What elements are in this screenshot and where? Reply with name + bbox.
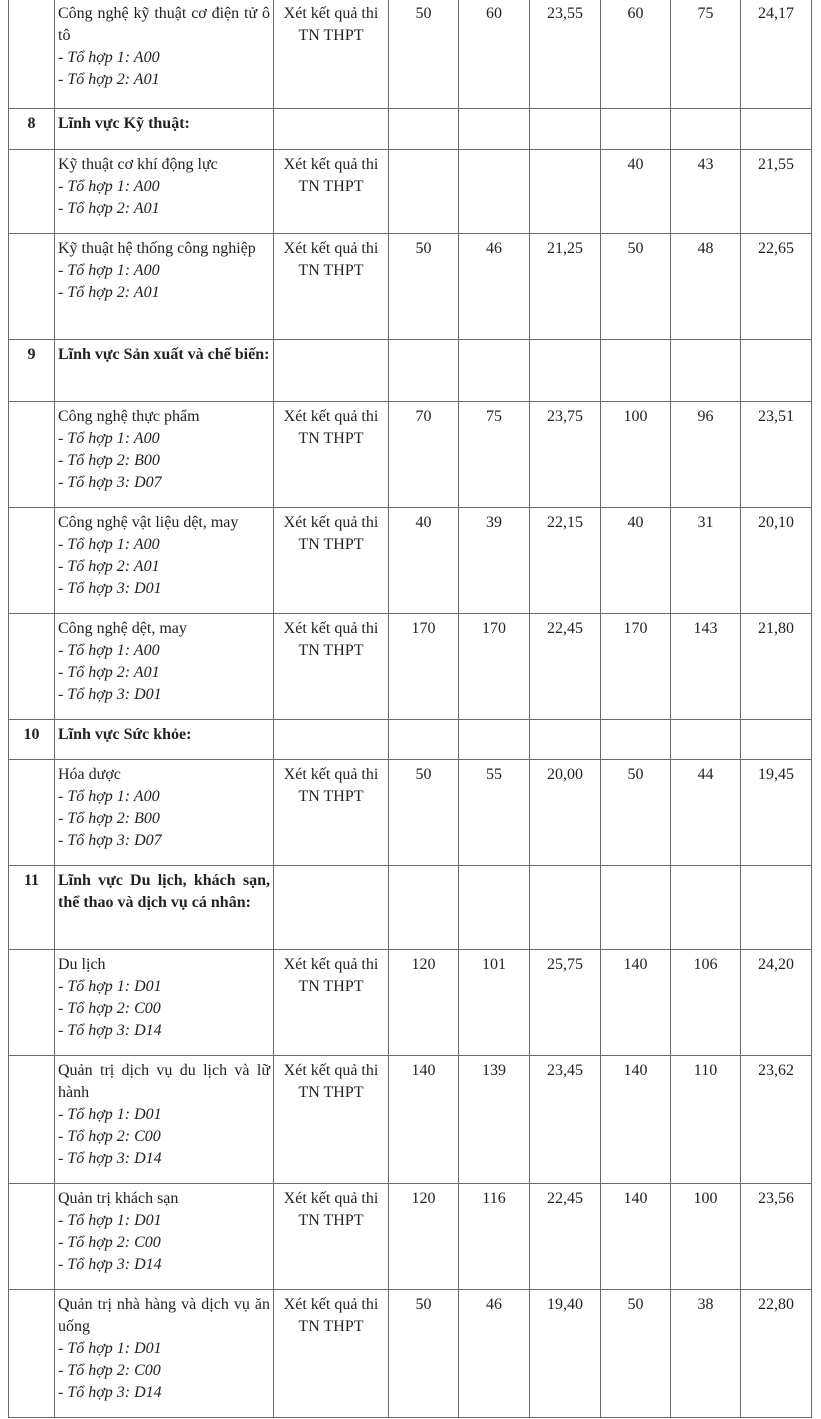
admission-method-cell: Xét kết quả thi TN THPT	[274, 0, 389, 109]
score-2021-cell: 21,25	[530, 234, 601, 340]
row-number-cell	[9, 234, 55, 340]
subject-combination: - Tổ hợp 3: D07	[58, 832, 162, 849]
admission-method-cell: Xét kết quả thi TN THPT	[274, 1056, 389, 1184]
table-row	[9, 402, 812, 508]
admitted-2021-cell: 46	[459, 234, 530, 340]
table-row	[9, 1056, 812, 1184]
admission-method-cell: Xét kết quả thi TN THPT	[274, 950, 389, 1056]
quota-2022-cell: 170	[601, 614, 671, 720]
admitted-2021-cell: 170	[459, 614, 530, 720]
admitted-2021-cell	[459, 720, 530, 760]
table-row	[9, 614, 812, 720]
major-name: Hóa dược	[58, 766, 121, 783]
admitted-2022-cell	[671, 340, 741, 402]
quota-2021-cell	[389, 150, 459, 234]
row-number-cell: 9	[9, 340, 55, 402]
admitted-2021-cell: 139	[459, 1056, 530, 1184]
admitted-2022-cell: 96	[671, 402, 741, 508]
admitted-2021-cell	[459, 109, 530, 150]
group-title-cell	[55, 109, 274, 150]
admitted-2021-cell: 101	[459, 950, 530, 1056]
quota-2021-cell: 50	[389, 234, 459, 340]
table-body	[9, 0, 812, 1418]
admission-method-cell	[274, 720, 389, 760]
admission-method-cell: Xét kết quả thi TN THPT	[274, 1290, 389, 1418]
subject-combination: - Tổ hợp 3: D14	[58, 1256, 162, 1273]
quota-2021-cell: 120	[389, 950, 459, 1056]
subject-combination: - Tổ hợp 2: A01	[58, 664, 160, 681]
quota-2021-cell	[389, 340, 459, 402]
admitted-2022-cell	[671, 866, 741, 950]
score-2022-cell: 21,80	[741, 614, 812, 720]
admitted-2021-cell: 75	[459, 402, 530, 508]
group-title: Lĩnh vực Du lịch, khách sạn, thể thao và dịch vụ cá nhân:	[58, 872, 270, 911]
admission-method-cell: Xét kết quả thi TN THPT	[274, 150, 389, 234]
quota-2022-cell	[601, 340, 671, 402]
score-2022-cell: 24,20	[741, 950, 812, 1056]
admission-scores-table	[8, 0, 812, 1418]
major-name: Quản trị dịch vụ du lịch và lữ hành	[58, 1062, 270, 1101]
row-number-cell	[9, 760, 55, 866]
subject-combination: - Tổ hợp 1: D01	[58, 1212, 162, 1229]
admitted-2022-cell: 43	[671, 150, 741, 234]
row-number-cell	[9, 1056, 55, 1184]
admitted-2021-cell: 55	[459, 760, 530, 866]
score-2021-cell	[530, 150, 601, 234]
score-2021-cell	[530, 720, 601, 760]
row-number-cell	[9, 0, 55, 109]
group-row	[9, 109, 812, 150]
group-title: Lĩnh vực Kỹ thuật:	[58, 115, 190, 132]
quota-2022-cell	[601, 866, 671, 950]
major-name: Công nghệ dệt, may	[58, 620, 187, 637]
admission-method-cell: Xét kết quả thi TN THPT	[274, 614, 389, 720]
quota-2021-cell: 40	[389, 508, 459, 614]
major-name-cell	[55, 0, 274, 109]
table-row	[9, 760, 812, 866]
admitted-2022-cell: 100	[671, 1184, 741, 1290]
score-2022-cell: 22,65	[741, 234, 812, 340]
major-name-cell	[55, 508, 274, 614]
admission-method-cell: Xét kết quả thi TN THPT	[274, 402, 389, 508]
major-name: Du lịch	[58, 956, 106, 973]
admitted-2022-cell: 110	[671, 1056, 741, 1184]
score-2022-cell: 23,56	[741, 1184, 812, 1290]
row-number-cell: 11	[9, 866, 55, 950]
row-number-cell	[9, 1184, 55, 1290]
score-2021-cell: 23,75	[530, 402, 601, 508]
score-2021-cell: 22,15	[530, 508, 601, 614]
major-name: Quản trị nhà hàng và dịch vụ ăn uống	[58, 1296, 270, 1335]
admitted-2022-cell	[671, 109, 741, 150]
score-2022-cell	[741, 866, 812, 950]
score-2022-cell	[741, 340, 812, 402]
score-2022-cell: 23,51	[741, 402, 812, 508]
subject-combination: - Tổ hợp 2: A01	[58, 284, 160, 301]
quota-2022-cell: 140	[601, 1056, 671, 1184]
subject-combination: - Tổ hợp 2: A01	[58, 558, 160, 575]
quota-2022-cell	[601, 109, 671, 150]
quota-2021-cell: 50	[389, 760, 459, 866]
major-name: Công nghệ kỹ thuật cơ điện tử ô tô	[58, 5, 270, 44]
major-name-cell	[55, 950, 274, 1056]
major-name-cell	[55, 402, 274, 508]
admitted-2022-cell: 106	[671, 950, 741, 1056]
admission-method-cell	[274, 340, 389, 402]
major-name: Kỹ thuật hệ thống công nghiệp	[58, 240, 256, 257]
score-2022-cell: 23,62	[741, 1056, 812, 1184]
table-row	[9, 234, 812, 340]
major-name: Kỹ thuật cơ khí động lực	[58, 156, 218, 173]
admitted-2022-cell: 75	[671, 0, 741, 109]
subject-combination: - Tổ hợp 1: A00	[58, 430, 160, 447]
row-number-cell	[9, 950, 55, 1056]
quota-2022-cell: 50	[601, 234, 671, 340]
subject-combination: - Tổ hợp 3: D01	[58, 580, 162, 597]
admitted-2021-cell	[459, 340, 530, 402]
score-2021-cell	[530, 866, 601, 950]
score-2021-cell: 22,45	[530, 614, 601, 720]
score-2021-cell: 19,40	[530, 1290, 601, 1418]
subject-combination: - Tổ hợp 2: C00	[58, 1000, 161, 1017]
score-2021-cell	[530, 109, 601, 150]
subject-combination: - Tổ hợp 2: C00	[58, 1362, 161, 1379]
subject-combination: - Tổ hợp 3: D14	[58, 1022, 162, 1039]
score-2022-cell	[741, 109, 812, 150]
score-2022-cell: 20,10	[741, 508, 812, 614]
quota-2021-cell: 70	[389, 402, 459, 508]
quota-2021-cell: 140	[389, 1056, 459, 1184]
admitted-2021-cell: 39	[459, 508, 530, 614]
major-name: Công nghệ thực phẩm	[58, 408, 200, 425]
admitted-2022-cell	[671, 720, 741, 760]
admitted-2022-cell: 48	[671, 234, 741, 340]
quota-2021-cell: 170	[389, 614, 459, 720]
subject-combination: - Tổ hợp 2: C00	[58, 1128, 161, 1145]
quota-2022-cell: 140	[601, 1184, 671, 1290]
admitted-2021-cell: 46	[459, 1290, 530, 1418]
group-title-cell	[55, 340, 274, 402]
group-row	[9, 720, 812, 760]
quota-2021-cell	[389, 866, 459, 950]
quota-2022-cell: 60	[601, 0, 671, 109]
score-2021-cell: 25,75	[530, 950, 601, 1056]
major-name-cell	[55, 1184, 274, 1290]
table-row	[9, 508, 812, 614]
admitted-2021-cell: 60	[459, 0, 530, 109]
major-name-cell	[55, 150, 274, 234]
quota-2022-cell: 50	[601, 1290, 671, 1418]
score-2021-cell: 23,55	[530, 0, 601, 109]
subject-combination: - Tổ hợp 3: D14	[58, 1384, 162, 1401]
subject-combination: - Tổ hợp 2: C00	[58, 1234, 161, 1251]
admitted-2022-cell: 31	[671, 508, 741, 614]
subject-combination: - Tổ hợp 1: D01	[58, 978, 162, 995]
subject-combination: - Tổ hợp 2: B00	[58, 810, 160, 827]
score-2022-cell: 22,80	[741, 1290, 812, 1418]
subject-combination: - Tổ hợp 2: B00	[58, 452, 160, 469]
subject-combination: - Tổ hợp 1: A00	[58, 178, 160, 195]
score-2021-cell: 20,00	[530, 760, 601, 866]
major-name-cell	[55, 1290, 274, 1418]
table-row	[9, 1290, 812, 1418]
subject-combination: - Tổ hợp 1: A00	[58, 49, 160, 66]
score-2022-cell: 24,17	[741, 0, 812, 109]
admitted-2022-cell: 44	[671, 760, 741, 866]
subject-combination: - Tổ hợp 3: D01	[58, 686, 162, 703]
quota-2022-cell: 50	[601, 760, 671, 866]
admission-method-cell: Xét kết quả thi TN THPT	[274, 234, 389, 340]
score-2022-cell	[741, 720, 812, 760]
group-title: Lĩnh vực Sản xuất và chế biến:	[58, 346, 270, 363]
major-name-cell	[55, 234, 274, 340]
admitted-2021-cell	[459, 150, 530, 234]
quota-2021-cell: 50	[389, 0, 459, 109]
subject-combination: - Tổ hợp 3: D14	[58, 1150, 162, 1167]
quota-2021-cell: 120	[389, 1184, 459, 1290]
quota-2022-cell: 40	[601, 508, 671, 614]
admitted-2022-cell: 143	[671, 614, 741, 720]
quota-2021-cell	[389, 109, 459, 150]
admission-method-cell	[274, 866, 389, 950]
table-row	[9, 1184, 812, 1290]
quota-2021-cell	[389, 720, 459, 760]
score-2022-cell: 21,55	[741, 150, 812, 234]
score-2021-cell	[530, 340, 601, 402]
major-name: Quản trị khách sạn	[58, 1190, 179, 1207]
quota-2022-cell: 40	[601, 150, 671, 234]
admitted-2021-cell: 116	[459, 1184, 530, 1290]
subject-combination: - Tổ hợp 2: A01	[58, 200, 160, 217]
admission-method-cell	[274, 109, 389, 150]
quota-2021-cell: 50	[389, 1290, 459, 1418]
score-2022-cell: 19,45	[741, 760, 812, 866]
quota-2022-cell: 140	[601, 950, 671, 1056]
major-name-cell	[55, 1056, 274, 1184]
row-number-cell: 8	[9, 109, 55, 150]
group-title: Lĩnh vực Sức khỏe:	[58, 726, 192, 743]
group-title-cell	[55, 720, 274, 760]
subject-combination: - Tổ hợp 1: D01	[58, 1340, 162, 1357]
group-row	[9, 340, 812, 402]
row-number-cell	[9, 1290, 55, 1418]
admission-method-cell: Xét kết quả thi TN THPT	[274, 1184, 389, 1290]
quota-2022-cell	[601, 720, 671, 760]
subject-combination: - Tổ hợp 2: A01	[58, 71, 160, 88]
admitted-2022-cell: 38	[671, 1290, 741, 1418]
subject-combination: - Tổ hợp 1: A00	[58, 788, 160, 805]
row-number-cell	[9, 614, 55, 720]
major-name-cell	[55, 614, 274, 720]
row-number-cell	[9, 150, 55, 234]
admitted-2021-cell	[459, 866, 530, 950]
group-row	[9, 866, 812, 950]
major-name: Công nghệ vật liệu dệt, may	[58, 514, 239, 531]
admission-method-cell: Xét kết quả thi TN THPT	[274, 760, 389, 866]
subject-combination: - Tổ hợp 1: A00	[58, 536, 160, 553]
group-title-cell	[55, 866, 274, 950]
subject-combination: - Tổ hợp 3: D07	[58, 474, 162, 491]
table-row	[9, 150, 812, 234]
row-number-cell: 10	[9, 720, 55, 760]
admission-method-cell: Xét kết quả thi TN THPT	[274, 508, 389, 614]
score-2021-cell: 22,45	[530, 1184, 601, 1290]
score-2021-cell: 23,45	[530, 1056, 601, 1184]
subject-combination: - Tổ hợp 1: A00	[58, 262, 160, 279]
table-row	[9, 0, 812, 109]
subject-combination: - Tổ hợp 1: D01	[58, 1106, 162, 1123]
row-number-cell	[9, 508, 55, 614]
subject-combination: - Tổ hợp 1: A00	[58, 642, 160, 659]
quota-2022-cell: 100	[601, 402, 671, 508]
major-name-cell	[55, 760, 274, 866]
table-row	[9, 950, 812, 1056]
row-number-cell	[9, 402, 55, 508]
